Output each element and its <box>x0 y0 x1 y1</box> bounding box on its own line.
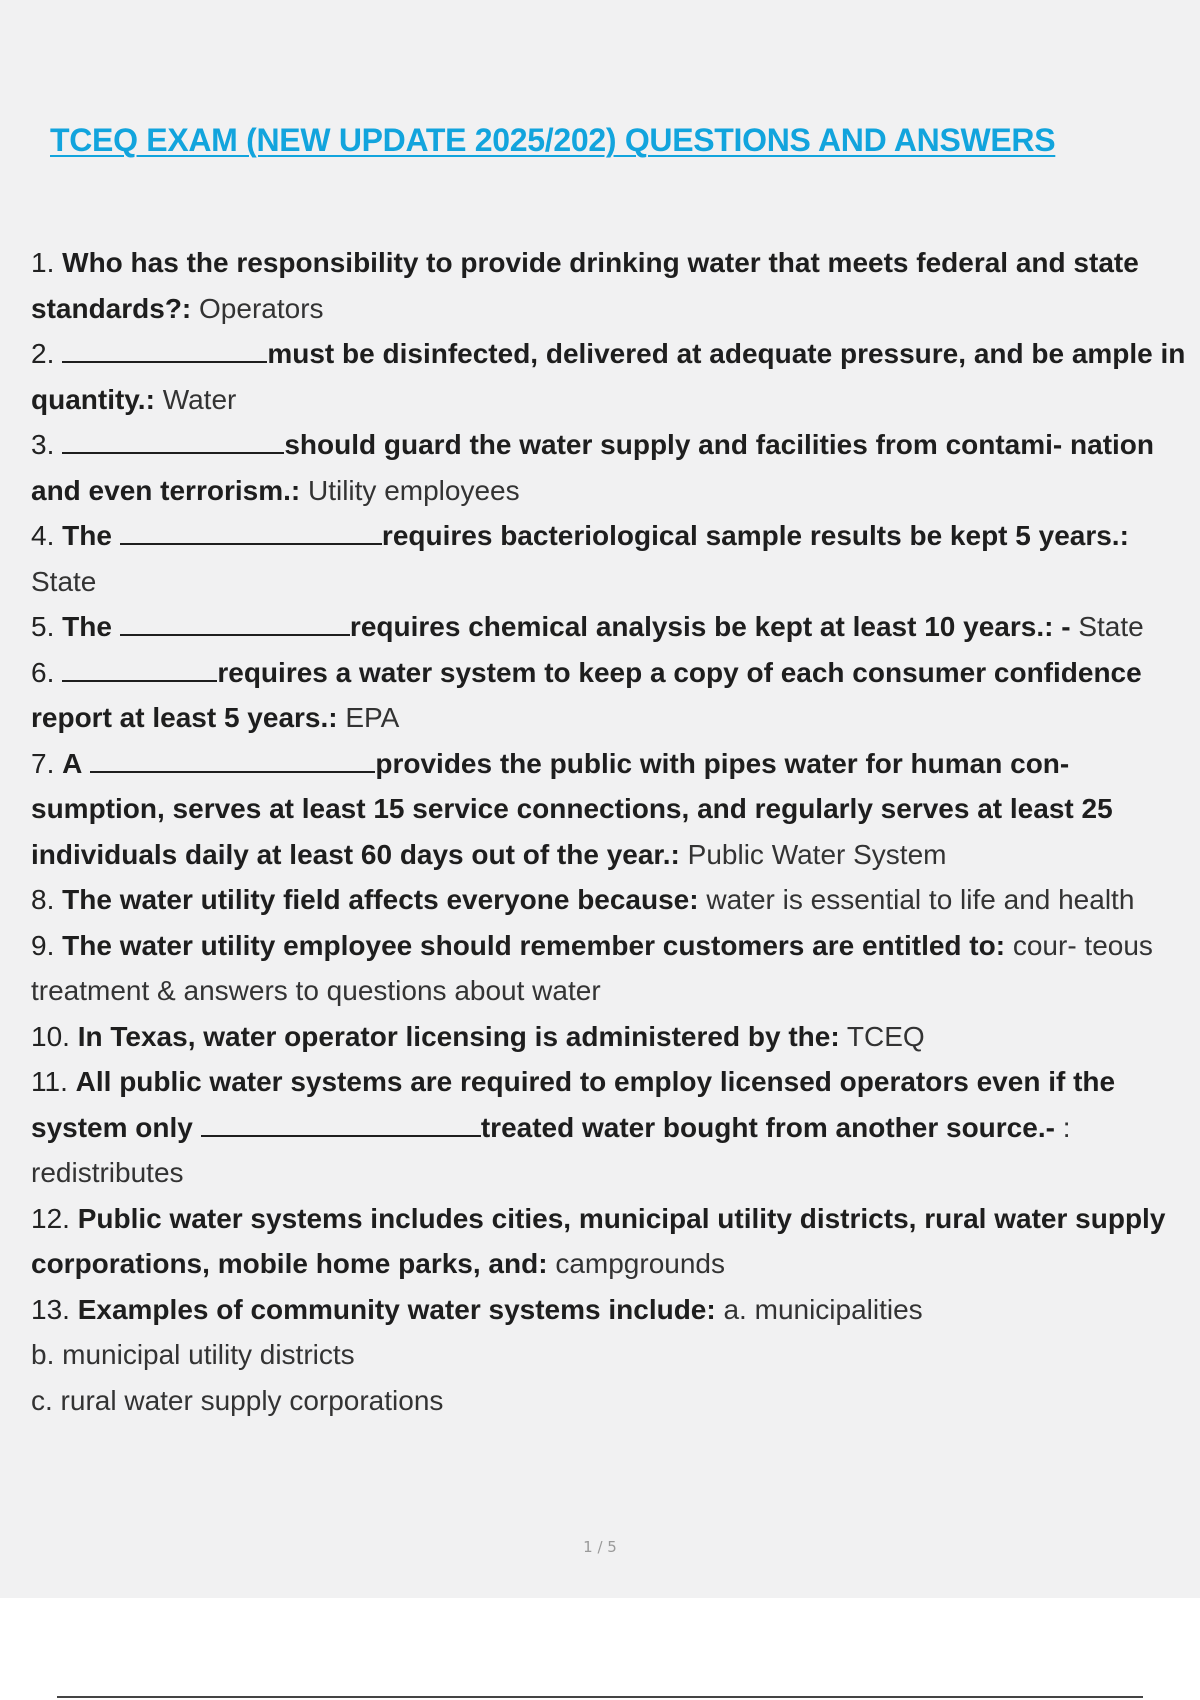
list-item <box>31 240 1186 331</box>
item-number: 13. <box>31 1293 70 1325</box>
item-number: 10. <box>31 1020 70 1052</box>
document-title: TCEQ EXAM (NEW UPDATE 2025/202) QUESTIONS AND ANSWERS <box>50 122 1056 158</box>
footer-divider <box>57 1696 1143 1698</box>
answer-continuation: c. rural water supply corporations <box>31 1384 444 1416</box>
answer-text: a. municipalities <box>723 1293 923 1325</box>
fill-in-blank <box>62 654 217 682</box>
question-text: In Texas, water operator licensing is administered by the: <box>77 1020 840 1052</box>
answer-text: cour- teous treatment & answers to questions about water <box>31 929 1153 1006</box>
question-prefix: All public water systems are required to employ licensed operators even if the system only <box>31 1066 1116 1143</box>
fill-in-blank <box>201 1109 481 1137</box>
fill-in-blank <box>62 426 284 454</box>
qa-list <box>31 240 1186 1423</box>
item-number: 3. <box>31 429 55 460</box>
answer-text: campgrounds <box>555 1248 725 1279</box>
fill-in-blank <box>120 608 350 636</box>
question-text: Public water systems includes cities, municipal utility districts, rural water supply corporations, mobile home parks, and: <box>31 1202 1166 1279</box>
answer-continuation: b. municipal utility districts <box>31 1339 355 1370</box>
item-number: 1. <box>31 247 55 278</box>
fill-in-blank <box>62 335 267 363</box>
list-item <box>31 1287 1186 1333</box>
question-text: must be disinfected, delivered at adequate pressure, and be ample in quantity.: <box>31 338 1186 415</box>
list-item <box>31 741 1186 878</box>
item-number: 2. <box>31 338 55 369</box>
question-text: Who has the responsibility to provide drinking water that meets federal and state standards?: <box>31 247 1139 324</box>
question-text: provides the public with pipes water for human con- sumption, serves at least 15 service connections, and regularly serves at least 25 individuals daily at least 60 days out of the year.: <box>31 747 1113 870</box>
answer-text: Public Water System <box>687 838 947 870</box>
item-number: 5. <box>31 611 55 642</box>
question-text: treated water bought from another source.- <box>480 1111 1055 1143</box>
item-number: 4. <box>31 520 55 551</box>
fill-in-blank <box>90 745 375 773</box>
list-item <box>31 923 1186 1014</box>
item-number: 9. <box>31 929 55 961</box>
answer-text: : redistributes <box>31 1111 1071 1188</box>
list-item <box>31 422 1186 513</box>
question-text: requires bacteriological sample results be kept 5 years.: <box>381 520 1129 551</box>
page-number: 1 / 5 <box>583 1538 617 1556</box>
question-prefix: A <box>62 747 83 779</box>
item-number: 11. <box>31 1066 68 1097</box>
question-text: The water utility employee should remember customers are entitled to: <box>62 929 1006 961</box>
question-text: requires chemical analysis be kept at least 10 years.: - <box>349 611 1071 642</box>
question-prefix: The <box>62 520 112 551</box>
list-item <box>31 877 1186 923</box>
item-number: 6. <box>31 656 55 688</box>
item-number: 12. <box>31 1202 70 1234</box>
list-item <box>31 1196 1186 1287</box>
list-item <box>31 1059 1186 1196</box>
answer-text: State <box>1078 611 1144 642</box>
question-text: should guard the water supply and facilities from contami- nation and even terrorism.: <box>31 429 1155 506</box>
answer-text: TCEQ <box>846 1020 925 1052</box>
answer-text: EPA <box>345 702 400 733</box>
answer-text: Utility employees <box>307 474 520 506</box>
question-text: requires a water system to keep a copy of each consumer confidence report at least 5 years.: <box>31 656 1142 733</box>
list-item <box>31 650 1186 741</box>
answer-text: State <box>31 565 97 597</box>
item-number: 8. <box>31 884 55 915</box>
list-item <box>31 331 1186 422</box>
question-text: The water utility field affects everyone because: <box>62 884 699 915</box>
question-text: Examples of community water systems include: <box>77 1293 716 1325</box>
question-prefix: The <box>62 611 112 642</box>
list-item <box>31 513 1186 604</box>
item-number: 7. <box>31 747 55 779</box>
answer-text: Operators <box>199 292 324 324</box>
fill-in-blank <box>120 517 382 545</box>
list-item <box>31 604 1186 650</box>
answer-text: water is essential to life and health <box>706 884 1135 915</box>
list-item <box>31 1014 1186 1060</box>
answer-text: Water <box>162 383 237 415</box>
